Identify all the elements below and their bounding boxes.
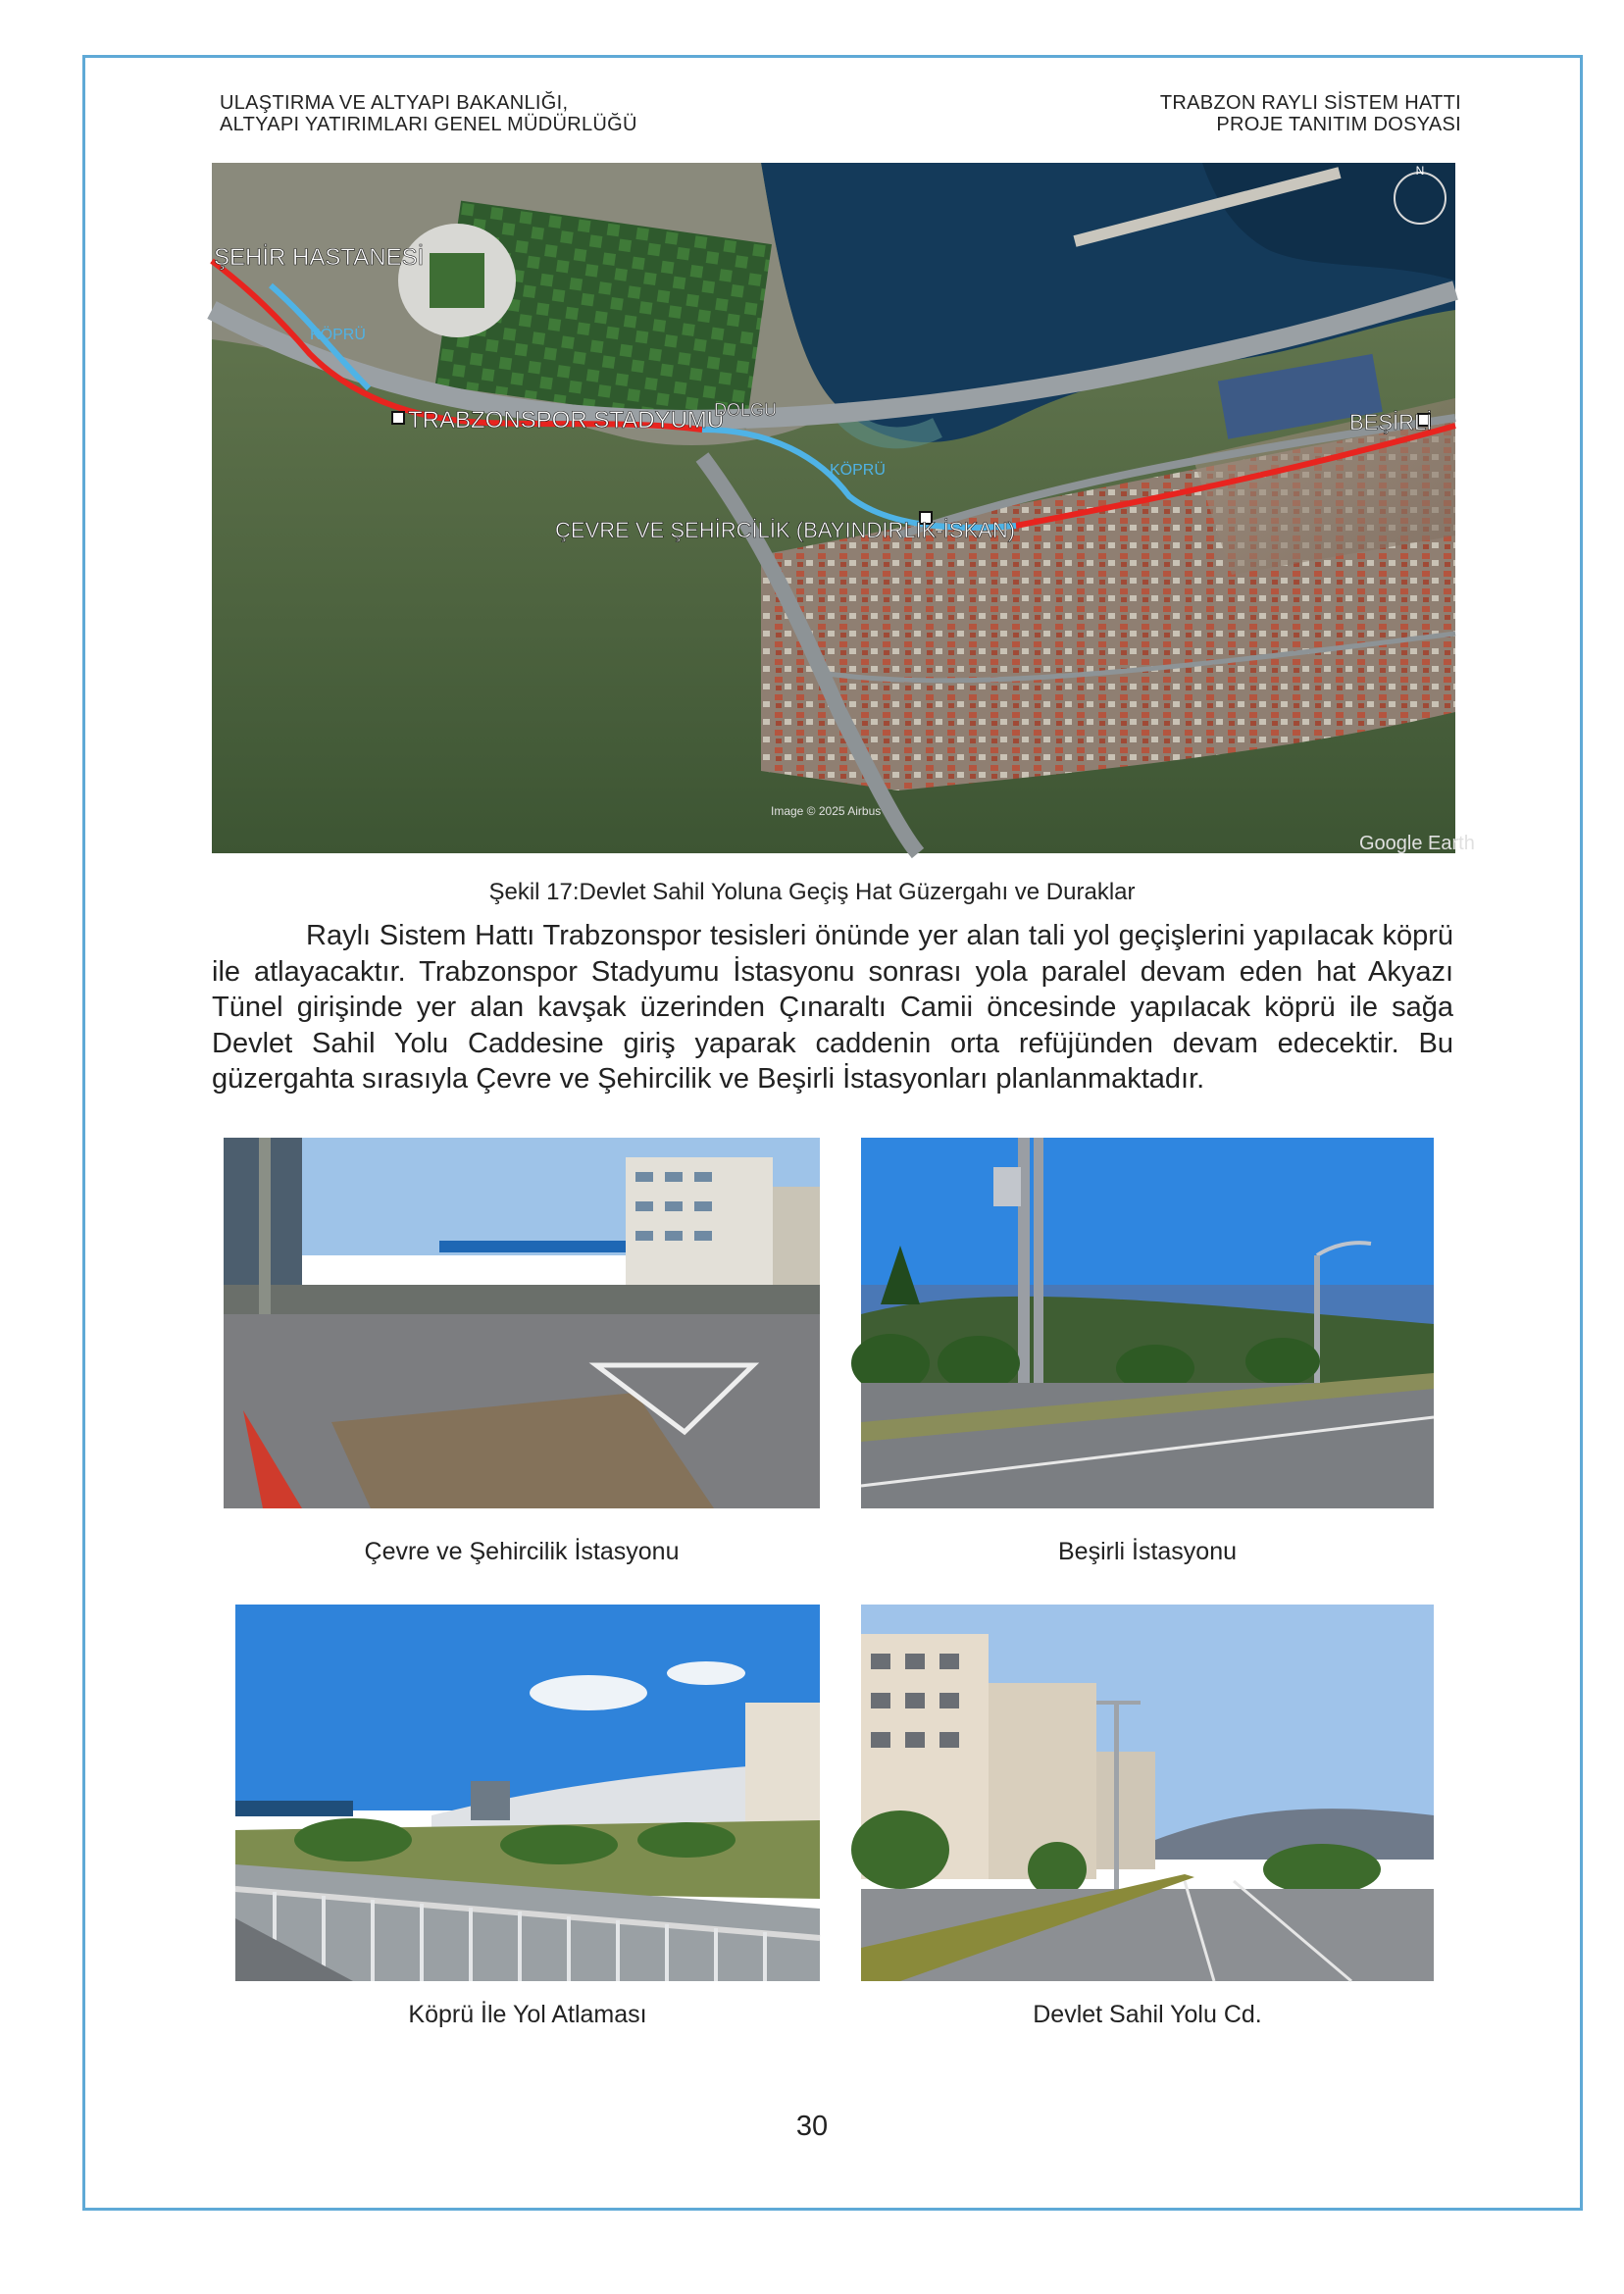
photo-besirli-station (861, 1138, 1434, 1508)
route-map-figure (212, 163, 1475, 854)
figure-caption: Şekil 17:Devlet Sahil Yoluna Geçiş Hat Güzergahı ve Duraklar (488, 879, 1136, 905)
map-label-hospital: ŞEHİR HASTANESİ (214, 244, 425, 271)
header-ministry-line1: ULAŞTIRMA VE ALTYAPI BAKANLIĞI, (220, 92, 569, 114)
photo-caption-cevre: Çevre ve Şehircilik İstasyonu (364, 1538, 680, 1565)
photo-caption-bridge: Köprü İle Yol Atlaması (408, 2001, 647, 2028)
header-project-line2: PROJE TANITIM DOSYASI (1216, 114, 1461, 135)
header-ministry (220, 92, 637, 135)
map-label-bridge-2: KÖPRÜ (830, 462, 886, 479)
photo-bridge-crossing (235, 1605, 820, 1981)
page-number: 30 (795, 2111, 829, 2142)
map-label-fill: DOLGU (714, 400, 778, 420)
map-attribution: Google Earth (1359, 833, 1475, 854)
header-project-line1: TRABZON RAYLI SİSTEM HATTI (1159, 92, 1461, 114)
stadium-station-marker (392, 412, 404, 424)
svg-text:N: N (1415, 164, 1425, 178)
map-image-credit: Image © 2025 Airbus (771, 804, 882, 818)
map-label-cevre: ÇEVRE VE ŞEHİRCİLİK (BAYINDIRLIK-İSKAN) (555, 518, 1016, 542)
header-ministry-line2: ALTYAPI YATIRIMLARI GENEL MÜDÜRLÜĞÜ (220, 114, 637, 135)
header-project (1160, 92, 1461, 135)
photo-caption-besirli: Beşirli İstasyonu (1057, 1538, 1238, 1565)
body-paragraph: Raylı Sistem Hattı Trabzonspor tesisleri önünde yer alan tali yol geçişlerini yapılacak köprü ile atlayacaktır. Trabzonspor Stadyumu İstasyonu sonrası yola paralel devam eden hat Akyazı Tünel girişinde yer alan kavşak üzerinden Çınaraltı Camii öncesinde yapılacak köprü ile sağa Devlet Sahil Yolu Caddesine giriş yaparak caddenin orta refüjünden devam edecektir. Bu güzergahta sırasıyla Çevre ve Şehircilik ve Beşirli İstasyonları planlanmaktadır. (212, 920, 1453, 1095)
photo-cevre-station (224, 1138, 820, 1508)
photo-caption-sahil-yolu: Devlet Sahil Yolu Cd. (1033, 2001, 1262, 2028)
photo-devlet-sahil-yolu (861, 1605, 1434, 1981)
map-label-bridge-1: KÖPRÜ (310, 327, 366, 343)
satellite-image (212, 163, 1475, 854)
map-label-besirli: BEŞİRLİ (1349, 410, 1433, 434)
map-label-stadium: TRABZONSPOR STADYUMU (408, 407, 725, 433)
